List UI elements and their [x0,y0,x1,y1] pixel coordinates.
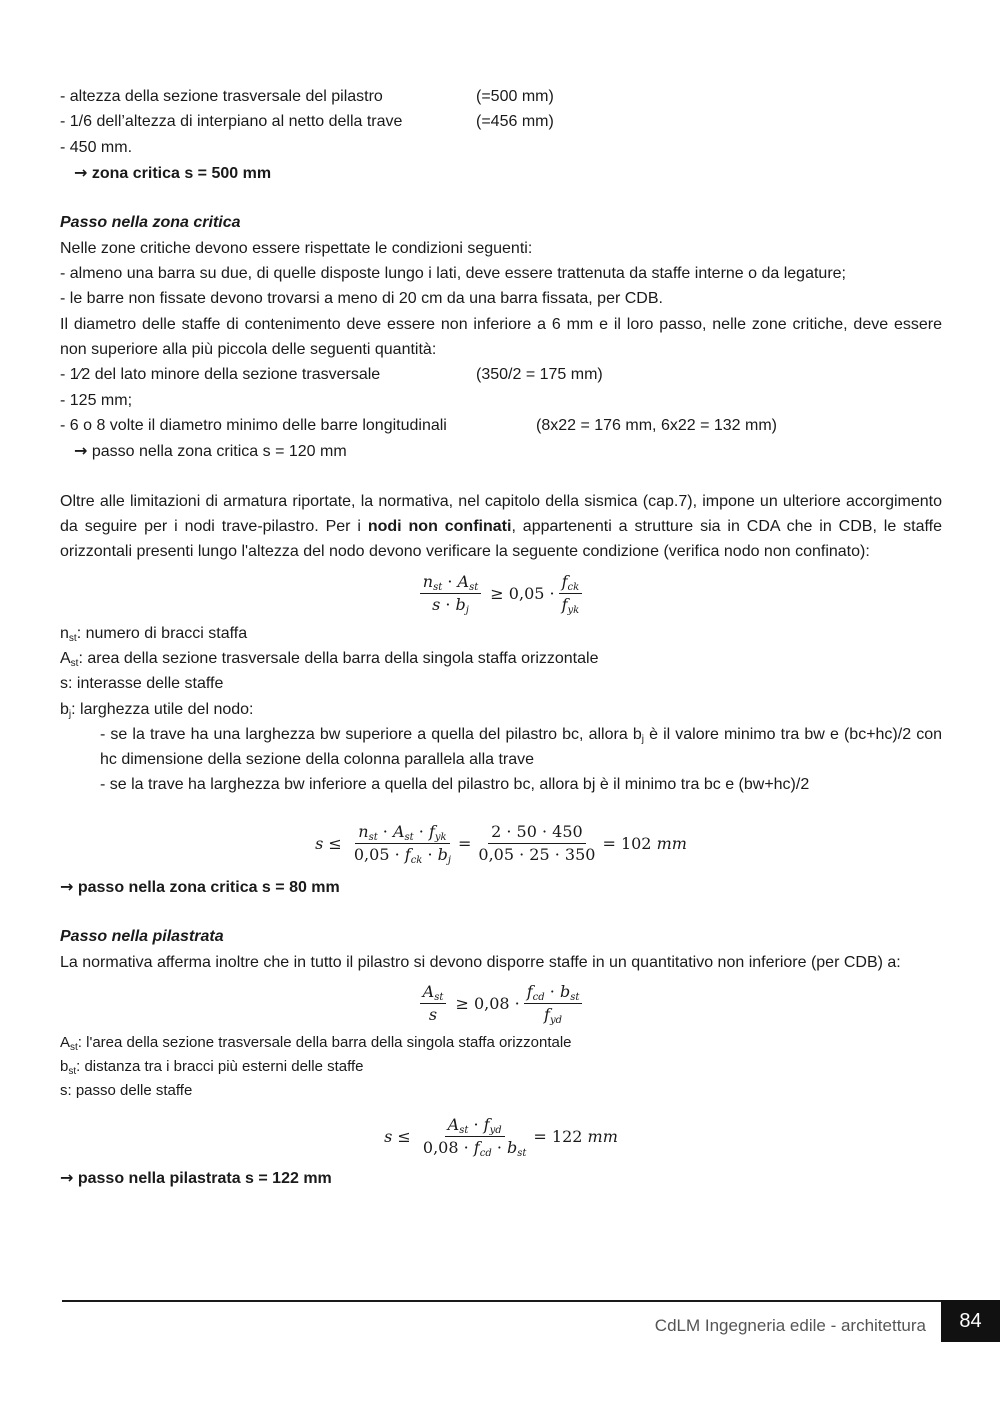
critical-zone-result: → zona critica s = 500 mm [74,162,272,182]
joint-step-result: → passo nella zona critica s = 80 mm [60,876,340,896]
formula-column-minimum: $\frac{A_{st}}{s}$ ≥ 0,08 · $\frac{f_{cd} \cdot b_{st}}{f_{yd}}$ [60,977,942,1031]
formula-step-calculation: s ≤ $\frac{n_{st} \cdot A_{st} \cdot f_{yk}}{0,05 \cdot f_{ck} \cdot b_j}$ = $\frac{2 \cdot 50 \cdot 450}{0,05 \cdot 25 \cdot 350}$ = 102 mm [315,822,687,867]
formula-unconfined-joint: $\frac{n_{st} \cdot A_{st}}{s \cdot b_j}$ ≥ 0,05 · $\frac{f_{ck}}{f_{yk}}$ [60,567,942,621]
definition-nst: $n_{st}$: numero di bracci staffa [60,624,248,644]
arrow-right-icon: → [60,1167,74,1187]
column-step-result: → passo nella pilastrata s = 122 mm [60,1167,332,1187]
arrow-right-icon: → [60,876,74,896]
limit-item-2: - 125 mm; [60,391,133,409]
bj-rule-1: - se la trave ha una larghezza bw superiore a quella del pilastro bc, allora $b_j$ è il valore minimo tra bw e (bc+hc)/2 con hc dimensione della sezione della colonna parallela alla trave [100,725,943,769]
condition-1: - almeno una barra su due, di quelle disposte lungo i lati, deve essere trattenuta da staffe interne o da legature; [60,265,846,283]
arrow-right-icon: → [74,162,88,182]
bj-rule-2: - se la trave ha larghezza bw inferiore a quella del pilastro bc, allora bj è il minimo tra bc e (bw+hc)/2 [100,776,810,794]
critical-zone-step-result: → passo nella zona critica s = 120 mm [74,441,347,461]
definition-ast-2: $A_{st}$: l'area della sezione trasversale della barra della singola staffa orizzontale [60,1033,572,1053]
critical-zone-length-item-2: - 1/6 dell’altezza di interpiano al netto della trave (=456 mm) [60,113,554,131]
definition-bst: $b_{st}$: distanza tra i bracci più esterni delle staffe [60,1057,364,1077]
page-content [60,84,942,1190]
condition-2: - le barre non fissate devono trovarsi a meno di 20 cm da una barra fissata, per CDB. [60,290,663,308]
paragraph-column: La normativa afferma inoltre che in tutto il pilastro si devono disporre staffe in un quantitativo non inferiore (per CDB) a: [60,953,901,971]
definition-s-2: s: passo delle staffe [60,1081,193,1099]
formula-column-step: s ≤ $\frac{A_{st} \cdot f_{yd}}{0,08 \cdot f_{cd} \cdot b_{st}}$ = 122 mm [384,1115,618,1160]
definition-s: s: interasse delle staffe [60,675,224,693]
limit-item-3: - 6 o 8 volte il diametro minimo delle barre longitudinali (8x22 = 176 mm, 6x22 = 132 mm) [60,416,777,434]
arrow-right-icon: → [74,441,88,461]
definition-bj: $b_j$: larghezza utile del nodo: [60,700,254,720]
definition-ast: $A_{st}$: area della sezione trasversale della barra della singola staffa orizzontale [60,649,599,669]
paragraph-stirrups: Il diametro delle staffe di contenimento deve essere non inferiore a 6 mm e il loro passo, nelle zone critiche, deve essere non superiore alla più piccola delle seguenti quantità: [60,315,942,358]
page-number: 84 [941,1300,1000,1342]
critical-zone-length-item-1: - altezza della sezione trasversale del pilastro (=500 mm) [60,88,554,105]
limit-item-1: - 1⁄2 del lato minore della sezione trasversale (350/2 = 175 mm) [60,366,603,384]
footer-rule [62,1300,942,1302]
footer-course-name: CdLM Ingegneria edile - architettura [654,1316,926,1335]
section-heading-critical-zone: Passo nella zona critica [60,214,241,232]
paragraph-intro: Nelle zone critiche devono essere rispettate le condizioni seguenti: [60,239,533,257]
paragraph-joints: Oltre alle limitazioni di armatura riportate, la normativa, nel capitolo della sismica (cap.7), impone un ulteriore accorgimento da seguire per i nodi trave-pilastro. Per i nodi non confinati, appartenenti a strutture sia in CDA che in CDB, le staffe orizzontali presenti lungo l'altezza del nodo devono verificare la seguente condizione (verifica nodo non confinato): [60,492,943,561]
critical-zone-length-item-3: - 450 mm. [60,138,133,156]
section-heading-column: Passo nella pilastrata [60,928,224,946]
